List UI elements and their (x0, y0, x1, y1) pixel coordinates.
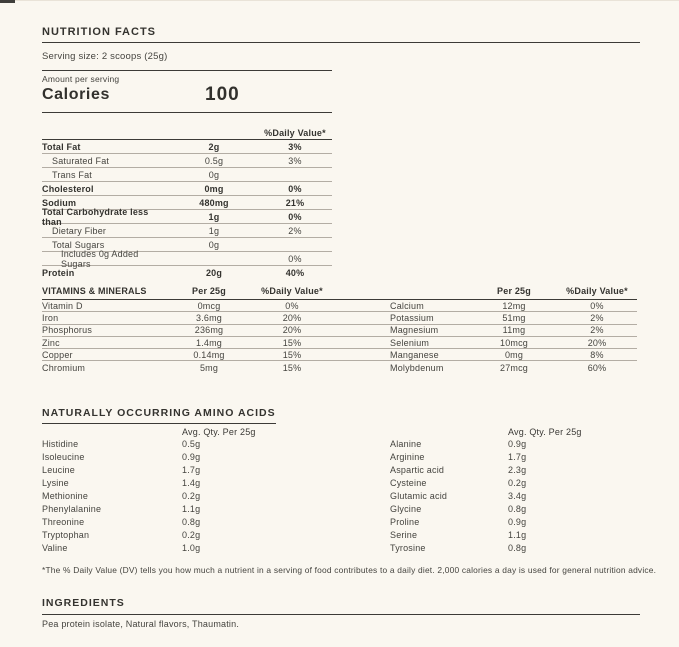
nutrient-dv: 0% (288, 211, 302, 222)
daily-value-header-right: %Daily Value* (566, 286, 628, 296)
amino-label: Tyrosine (390, 542, 426, 553)
amino-value: 3.4g (508, 491, 527, 501)
amino-label: Methionine (42, 491, 89, 501)
amino-value: 0.2g (182, 491, 201, 501)
daily-value-footnote: *The % Daily Value (DV) tells you how much a nutrient in a serving of food contributes to a daily diet. 2,000 calories a day is used for general nutrition advice. (42, 565, 657, 575)
amino-value: 1.4g (182, 478, 201, 489)
nutrient-row-protein (42, 266, 332, 280)
nutrient-row-total-carbohydrate (42, 206, 332, 227)
vitamin-row (42, 325, 637, 337)
vitamin-label: Manganese (390, 349, 439, 360)
per-25g-header-right: Per 25g (497, 286, 531, 296)
amino-row (42, 477, 640, 490)
vitamin-row (42, 300, 637, 312)
vitamin-dv: 20% (282, 312, 302, 323)
vitamin-row (42, 337, 637, 349)
vitamins-minerals-table (42, 283, 637, 374)
amino-label: Serine (390, 529, 418, 540)
avg-qty-header-left: Avg. Qty. Per 25g (182, 426, 256, 437)
nutrient-row-saturated-fat (42, 154, 332, 168)
nutrient-row-trans-fat (42, 168, 332, 182)
vitamin-amount: 5mg (199, 362, 219, 373)
nutrient-row-cholesterol (42, 182, 332, 196)
nutrient-table (42, 126, 332, 280)
vitamin-amount: 3.6mg (195, 312, 222, 323)
vitamin-label: Magnesium (390, 325, 439, 336)
amino-value: 1.7g (508, 452, 527, 463)
vitamin-amount: 0mcg (197, 300, 221, 311)
vitamin-label: Zinc (42, 337, 60, 348)
serving-size-text: Serving size: 2 scoops (25g) (42, 51, 168, 62)
vitamin-amount: 11mg (502, 325, 526, 336)
nutrient-label: Total Sugars (52, 239, 105, 250)
amino-value: 2.3g (508, 465, 527, 476)
amino-row (42, 490, 640, 503)
nutrient-dv: 21% (285, 197, 305, 208)
amino-label: Cysteine (390, 478, 427, 489)
amino-label: Proline (390, 516, 420, 527)
nutrient-amount: 1g (208, 211, 220, 222)
nutrient-row-added-sugars (42, 248, 332, 269)
vitamin-row (42, 349, 637, 361)
amino-value: 0.9g (508, 516, 527, 527)
amino-label: Phenylalanine (42, 503, 102, 514)
ingredients-title: INGREDIENTS (42, 597, 640, 615)
vitamin-dv: 15% (282, 349, 302, 360)
nutrient-label: Dietary Fiber (52, 225, 107, 236)
amount-per-serving-label: Amount per serving (42, 74, 120, 84)
vitamin-amount: 0.14mg (193, 349, 225, 360)
nutrient-amount: 1g (208, 225, 220, 236)
vitamin-dv: 20% (587, 337, 607, 348)
nutrient-label: Total Fat (42, 141, 81, 152)
amino-acids-title: NATURALLY OCCURRING AMINO ACIDS (42, 407, 276, 424)
amino-value: 0.9g (182, 452, 201, 463)
amino-label: Glycine (390, 503, 422, 514)
amino-row (42, 528, 640, 541)
vitamin-amount: 0mg (504, 349, 524, 360)
amino-value: 1.1g (182, 503, 201, 514)
nutrient-amount: 0g (208, 239, 220, 250)
nutrient-amount: 480mg (199, 197, 229, 208)
calories-label: Calories (42, 86, 110, 103)
nutrient-dv: 0% (288, 183, 302, 194)
vitamin-dv: 0% (285, 300, 299, 311)
amino-label: Glutamic acid (390, 491, 448, 501)
vitamin-row (42, 361, 637, 373)
nutrient-amount: 0mg (204, 183, 224, 194)
amino-value: 0.2g (508, 478, 527, 489)
calories-rule (42, 112, 332, 113)
vitamin-label: Iron (42, 312, 59, 323)
vitamin-row (42, 312, 637, 324)
amino-value: 1.1g (508, 529, 527, 540)
vitamin-amount: 27mcg (499, 362, 528, 373)
nutrient-label: Saturated Fat (52, 155, 110, 166)
amino-value: 0.8g (508, 503, 527, 514)
amino-row (42, 451, 640, 464)
nutrient-label: Protein (42, 268, 75, 278)
vitamin-label: Vitamin D (42, 300, 83, 311)
amino-label: Aspartic acid (390, 465, 445, 476)
vitamin-dv: 0% (590, 300, 604, 311)
nutrient-label: Includes 0g Added Sugars (61, 248, 139, 269)
vitamin-amount: 1.4mg (195, 337, 222, 348)
vitamin-dv: 15% (282, 362, 302, 373)
vitamin-dv: 8% (590, 349, 604, 360)
nutrient-dv: 40% (285, 268, 305, 278)
vitamin-label: Copper (42, 349, 73, 360)
amino-header-row (42, 425, 640, 438)
amino-value: 1.0g (182, 542, 201, 553)
amino-label: Threonine (42, 516, 85, 527)
nutrient-amount: 0.5g (204, 155, 224, 166)
vitamin-dv: 60% (587, 362, 607, 373)
nutrient-label: Trans Fat (52, 169, 92, 180)
amino-row (42, 541, 640, 554)
amino-label: Alanine (390, 439, 422, 450)
amino-value: 0.8g (182, 516, 201, 527)
vitamin-label: Chromium (42, 362, 86, 373)
vitamins-header-row (42, 283, 637, 300)
nutrient-amount: 0g (208, 169, 220, 180)
per-25g-header-left: Per 25g (192, 286, 226, 296)
vitamin-dv: 2% (590, 325, 604, 336)
vitamin-dv: 20% (282, 325, 302, 336)
vitamins-minerals-title: VITAMINS & MINERALS (42, 286, 147, 296)
calories-value: 100 (205, 84, 240, 105)
daily-value-header: %Daily Value* (264, 127, 326, 138)
nutrient-label: Cholesterol (42, 183, 94, 194)
amino-row (42, 502, 640, 515)
nutrition-facts-title: NUTRITION FACTS (42, 26, 156, 38)
amino-acids-table (42, 425, 640, 554)
nutrient-amount: 2g (208, 141, 220, 152)
title-rule (42, 42, 640, 43)
vitamin-label: Potassium (390, 312, 434, 323)
nutrient-dv: 2% (288, 225, 302, 236)
amino-label: Lysine (42, 478, 69, 489)
nutrient-label: Total Carbohydrate less than (42, 206, 149, 227)
amino-label: Histidine (42, 439, 79, 450)
amino-label: Isoleucine (42, 452, 85, 463)
vitamin-amount: 10mcg (499, 337, 528, 348)
amino-value: 0.9g (508, 439, 527, 450)
amino-value: 0.8g (508, 542, 527, 553)
vitamin-amount: 51mg (502, 312, 526, 323)
amino-value: 0.2g (182, 529, 201, 540)
nutrient-label: Sodium (42, 197, 77, 208)
avg-qty-header-right: Avg. Qty. Per 25g (508, 426, 582, 437)
vitamin-amount: 12mg (502, 300, 526, 311)
nutrient-row-total-fat (42, 140, 332, 154)
vitamin-dv: 2% (590, 312, 604, 323)
top-border-line (0, 0, 679, 1)
daily-value-header-left: %Daily Value* (261, 286, 323, 296)
vitamin-amount: 236mg (194, 325, 224, 336)
amino-value: 1.7g (182, 465, 201, 476)
amino-label: Valine (42, 542, 68, 553)
nutrient-table-header-row (42, 126, 332, 140)
nutrient-dv: 3% (288, 141, 302, 152)
nutrient-dv: 0% (288, 253, 302, 264)
amino-row (42, 464, 640, 477)
amino-row (42, 438, 640, 451)
vitamin-label: Molybdenum (390, 362, 444, 373)
amino-row (42, 515, 640, 528)
vitamin-label: Phosphorus (42, 325, 93, 336)
amino-label: Tryptophan (42, 529, 90, 540)
amino-label: Leucine (42, 465, 75, 476)
corner-crop-mark (0, 0, 15, 3)
vitamin-label: Selenium (390, 337, 430, 348)
amino-label: Arginine (390, 452, 425, 463)
nutrient-amount: 20g (205, 268, 223, 278)
vitamin-dv: 15% (282, 337, 302, 348)
ingredients-text: Pea protein isolate, Natural flavors, Thaumatin. (42, 619, 240, 629)
vitamin-label: Calcium (390, 300, 424, 311)
nutrient-dv: 3% (288, 155, 302, 166)
serving-rule (42, 70, 332, 71)
amino-value: 0.5g (182, 439, 201, 450)
nutrient-row-dietary-fiber (42, 224, 332, 238)
